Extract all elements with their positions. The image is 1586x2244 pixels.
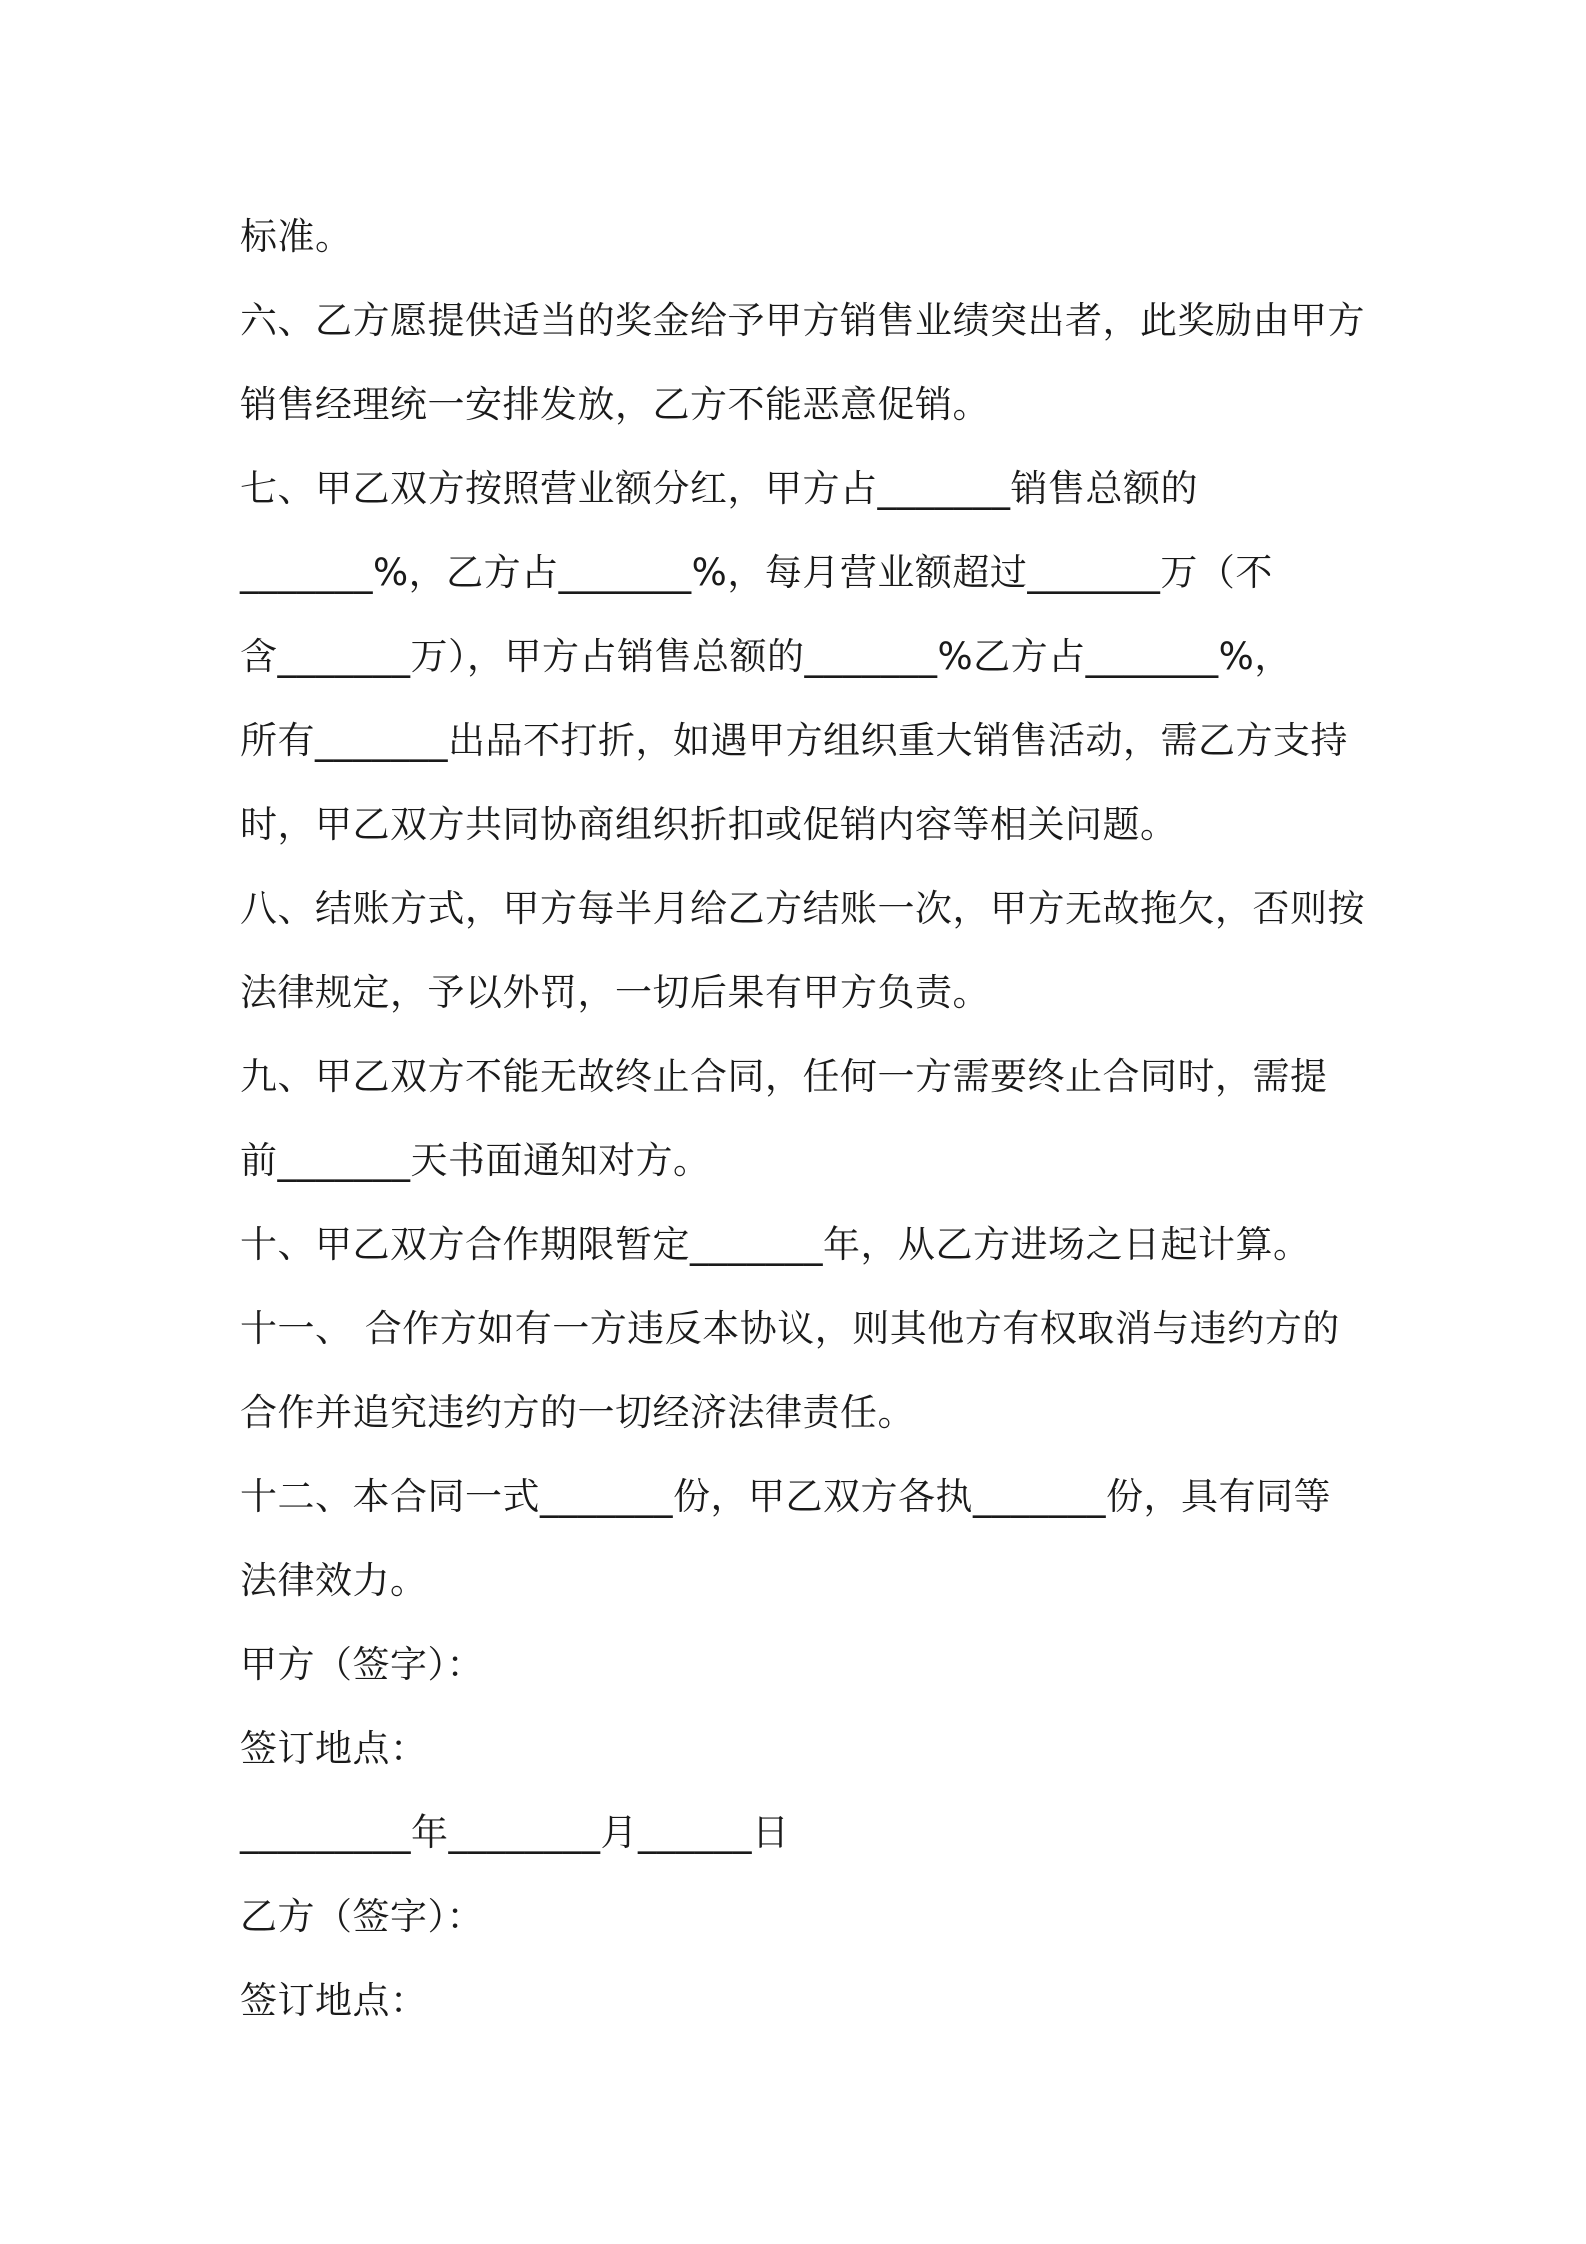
clause-6-line-1: 六、乙方愿提供适当的奖金给予甲方销售业绩突出者，此奖励由甲方 (240, 299, 1365, 342)
text-line: 标准。 (240, 215, 353, 258)
signing-location-b: 签订地点： (240, 1979, 428, 2022)
party-a-signature: 甲方（签字）： (240, 1643, 484, 1686)
clause-6-line-2: 销售经理统一安排发放，乙方不能恶意促销。 (240, 383, 990, 426)
clause-7-line-5: 时，甲乙双方共同协商组织折扣或促销内容等相关问题。 (240, 803, 1178, 846)
contract-text (240, 195, 1365, 2043)
clause-9-line-1: 九、甲乙双方不能无故终止合同，任何一方需要终止合同时，需提 (240, 1055, 1328, 1098)
clause-12-line-1: 十二、本合同一式_______份，甲乙双方各执_______份，具有同等 (240, 1475, 1331, 1518)
clause-7-line-3: 含_______万），甲方占销售总额的_______%乙方占_______%， (240, 635, 1292, 678)
clause-11-line-2: 合作并追究违约方的一切经济法律责任。 (240, 1391, 915, 1434)
clause-7-line-4: 所有_______出品不打折，如遇甲方组织重大销售活动，需乙方支持 (240, 719, 1348, 762)
party-b-signature: 乙方（签字）： (240, 1895, 484, 1938)
signing-date: _________年________月______日 (240, 1811, 790, 1854)
signing-location-a: 签订地点： (240, 1727, 428, 1770)
clause-8-line-2: 法律规定，予以外罚，一切后果有甲方负责。 (240, 971, 990, 1014)
clause-12-line-2: 法律效力。 (240, 1559, 428, 1602)
clause-7-line-2: _______%，乙方占_______%，每月营业额超过_______万（不 (240, 551, 1273, 594)
clause-10-line-1: 十、甲乙双方合作期限暂定_______年，从乙方进场之日起计算。 (240, 1223, 1311, 1266)
clause-8-line-1: 八、结账方式，甲方每半月给乙方结账一次，甲方无故拖欠，否则按 (240, 887, 1365, 930)
clause-7-line-1: 七、甲乙双方按照营业额分红，甲方占_______销售总额的 (240, 467, 1198, 510)
clause-9-line-2: 前_______天书面通知对方。 (240, 1139, 711, 1182)
clause-11-line-1: 十一、 合作方如有一方违反本协议，则其他方有权取消与违约方的 (240, 1307, 1340, 1350)
